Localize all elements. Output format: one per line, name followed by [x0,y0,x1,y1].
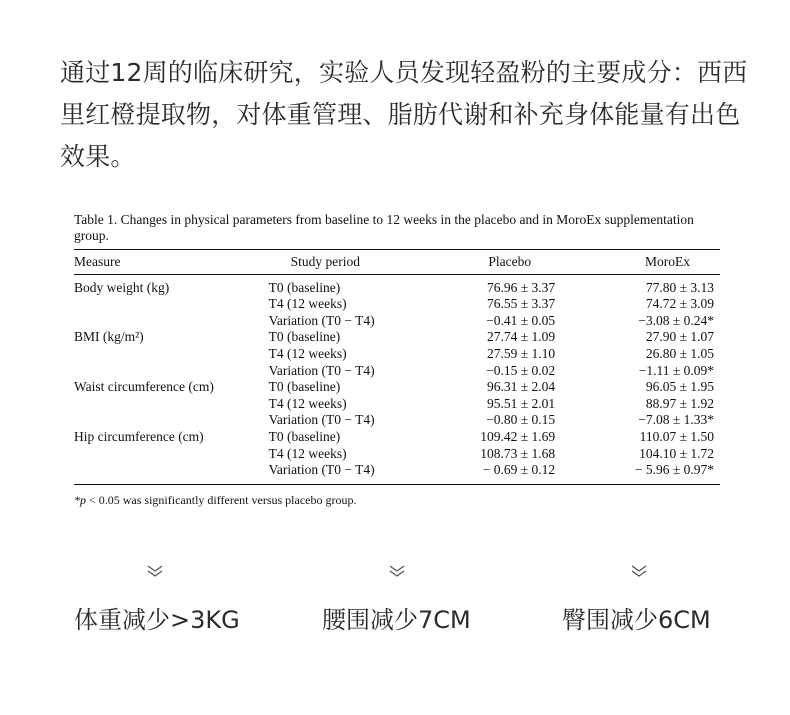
table-caption: Table 1. Changes in physical parameters from baseline to 12 weeks in the placebo and in MoroEx supplementation group. [74,212,694,243]
table-header-row [74,250,720,274]
double-chevron-down-icon [145,563,165,579]
double-chevron-down-icon [629,563,649,579]
cell-measure [74,396,269,413]
table-row [74,462,720,484]
table-row [74,275,720,297]
cell-placebo: 95.51 ± 2.01 [487,395,556,411]
table-footnote [74,493,720,508]
cell-moroex: −1.11 ± 0.09* [638,362,714,378]
double-chevron-down-icon [387,563,407,579]
cell-study-period: T4 (12 weeks) [268,445,347,461]
cell-study-period: Variation (T0 − T4) [268,312,375,328]
cell-placebo: 76.96 ± 3.37 [487,279,556,295]
cell-moroex: 27.90 ± 1.07 [645,329,714,345]
cell-placebo: 76.55 ± 3.37 [487,296,556,312]
table-row [74,396,720,413]
cell-study-period: Variation (T0 − T4) [268,462,375,478]
table-row [74,379,720,396]
cell-study-period: T4 (12 weeks) [268,345,347,361]
summary-waist: 腰围减少7CM [322,606,471,634]
cell-moroex: −7.08 ± 1.33* [638,412,714,428]
cell-measure: Body weight (kg) [74,279,170,295]
cell-placebo: 109.42 ± 1.69 [480,428,556,444]
footnote-symbol: *p [74,492,86,507]
cell-measure [74,412,269,429]
results-table [74,250,720,484]
cell-moroex: 104.10 ± 1.72 [639,445,714,461]
cell-placebo: −0.80 ± 0.15 [486,412,556,428]
intro-paragraph: 通过12周的临床研究，实验人员发现轻盈粉的主要成分：西西里红橙提取物，对体重管理、脂肪代谢和补充身体能量有出色效果。 [60,58,748,171]
cell-study-period: Variation (T0 − T4) [268,412,375,428]
table-row [74,346,720,363]
cell-moroex: 88.97 ± 1.92 [645,395,714,411]
cell-study-period: T0 (baseline) [268,428,341,444]
cell-measure: Waist circumference (cm) [74,379,214,395]
cell-measure [74,363,269,380]
header-measure: Measure [74,254,121,269]
cell-study-period: T0 (baseline) [268,329,341,345]
summary-hip: 臀围减少6CM [562,606,711,634]
cell-moroex: −3.08 ± 0.24* [638,312,714,328]
table-bottom-rule [74,484,720,485]
table-row [74,296,720,313]
table-row [74,412,720,429]
table-row [74,363,720,380]
header-placebo: Placebo [488,254,532,269]
cell-measure: Hip circumference (cm) [74,428,204,444]
header-moroex: MoroEx [645,254,690,269]
footnote-text: < 0.05 was significantly different versus placebo group. [86,492,357,507]
cell-study-period: T4 (12 weeks) [268,296,347,312]
table-row [74,446,720,463]
cell-placebo: −0.15 ± 0.02 [486,362,556,378]
cell-moroex: 74.72 ± 3.09 [645,296,714,312]
cell-placebo: 108.73 ± 1.68 [480,445,556,461]
cell-placebo: − 0.69 ± 0.12 [482,462,556,478]
summary-weight: 体重减少>3KG [74,606,240,634]
table-row [74,429,720,446]
cell-measure [74,446,269,463]
table-body [74,275,720,484]
cell-measure [74,313,269,330]
cell-placebo: 27.74 ± 1.09 [487,329,556,345]
cell-measure [74,462,269,484]
cell-study-period: T4 (12 weeks) [268,395,347,411]
cell-moroex: 96.05 ± 1.95 [645,379,714,395]
cell-placebo: 96.31 ± 2.04 [487,379,556,395]
cell-moroex: 110.07 ± 1.50 [639,428,714,444]
cell-measure: BMI (kg/m²) [74,329,144,345]
header-study-period: Study period [290,254,361,269]
cell-placebo: −0.41 ± 0.05 [486,312,556,328]
table-row [74,313,720,330]
cell-study-period: T0 (baseline) [268,379,341,395]
results-table-block [74,212,720,508]
cell-moroex: 77.80 ± 3.13 [645,279,714,295]
cell-measure [74,296,269,313]
table-row [74,329,720,346]
cell-study-period: Variation (T0 − T4) [268,362,375,378]
cell-measure [74,346,269,363]
cell-placebo: 27.59 ± 1.10 [487,345,556,361]
cell-moroex: 26.80 ± 1.05 [645,345,714,361]
cell-study-period: T0 (baseline) [268,279,341,295]
cell-moroex: − 5.96 ± 0.97* [634,462,714,478]
